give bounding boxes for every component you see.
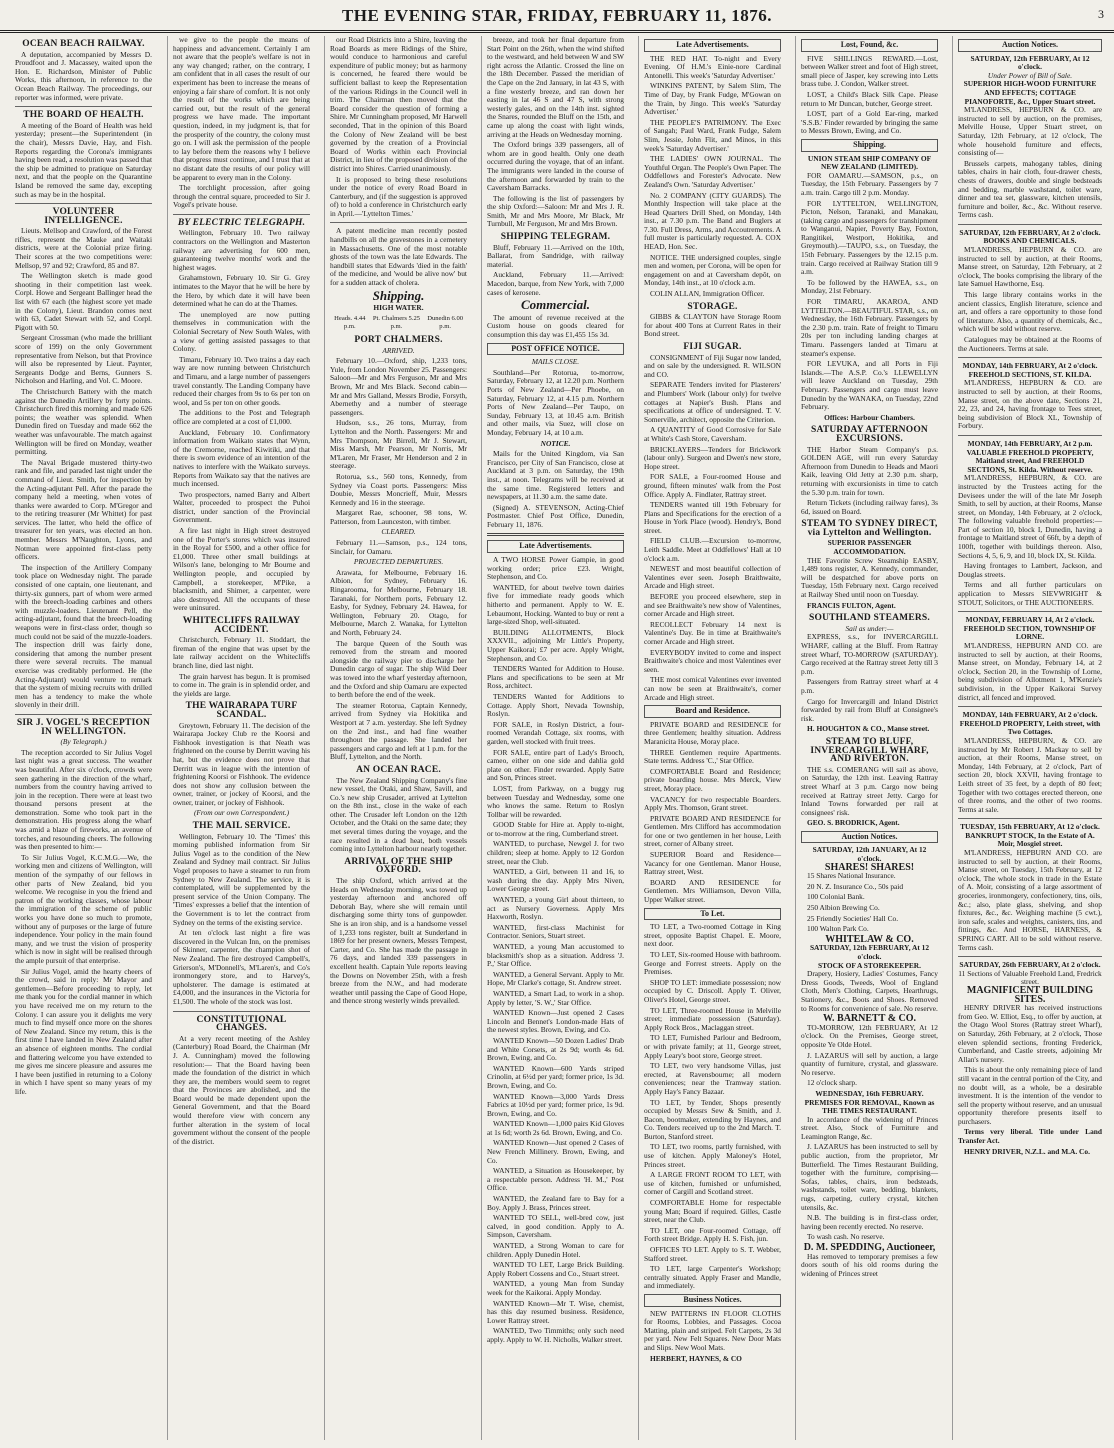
classified-ad: WANTED TO LET, Large Brick Building. Apply Robert Cossens and Co., Stuart street. (487, 1260, 624, 1278)
section-board-residence: Board and Residence. (644, 705, 781, 718)
headline-wairarapa: THE WAIRARAPA TURF SCANDAL. (185, 701, 298, 720)
classified-ad: TENDERS Wanted for Addition to House. Plans and specifications to be seen at Mr Ross, architect. (487, 664, 624, 691)
shipping-entry: Rotorua, s.s., 560 tons, Kennedy, from Sydney via Coast ports. Passengers: Miss Doubie, Messrs Moncrieff, Muir, Messrs Kennedy and 16 in the steerage. (330, 471, 467, 507)
shipping-ad: FOR OAMARU.—SAMSON, p.s., on Tuesday, the 15th February. Passengers by 7 a.m. train. Cargo till 2 p.m. Monday. (801, 170, 938, 197)
classified-ad: NEWEST and most beautiful collection of Valentines ever seen. Joseph Braithwaite, Arcade and High street. (644, 564, 781, 591)
article-text: The torchlight procession, after going through the central square, proceeded to Sir J. Vogel's private house. (173, 183, 310, 210)
article-text: The Naval Brigade mustered thirty-two rank and file, and paraded last night under the command of Lieut. Smith, for inspection by the Acting-adjutant Pell. After the parade the company held a meeting, when votes of thanks were awarded to Corp. M'Gregor and to the retiring treasurer (Mr Whittet) for past services. The latter, who held the office of treasurer for ten years, was elected an hon. member. Messrs M'Naughton, Lyons, and Notman were appointed first-class petty officers. (15, 457, 152, 562)
notice-signature: (Signed) A. STEVENSON, Acting-Chief Postmaster. Chief Post Office, Dunedin, February 11, 1876. (487, 502, 624, 529)
shipping-entry: Margaret Rae, schooner, 98 tons, W. Patterson, from Launceston, with timber. (330, 508, 467, 526)
office-address: Offices: Harbour Chambers. (824, 412, 915, 422)
shipping-entry: Auckland, February 11.—Arrived: Macedon, barque, from New York, with 7,000 cases of kerosene. (487, 270, 624, 297)
classified-ad: BOARD AND RESIDENCE for Gentlemen. Mrs Williamson, Devon Villa, Upper Walker street. (644, 877, 781, 905)
article-text: The steamer Rotorua, Captain Kennedy, arrived from Sydney via Hokitika and Westport at 7 a.m. yesterday. She left Sydney on the 2nd inst., and had fine weather throughout the passage. She landed her passengers and cargo and left at 1 p.m. for the Bluff, Lyttelton, and the North. (330, 700, 467, 762)
share-line: 100 Walton Park Co. (807, 924, 869, 934)
section-auction: Auction Notices. (801, 831, 938, 844)
union-company-title: UNION STEAM SHIP COMPANY OF NEW ZEALAND (LIMITED). (807, 153, 932, 172)
auction-text: J. LAZARUS will sell by auction, a large quantity of furniture, crystal, and glassware. No reserve. (801, 1050, 938, 1077)
article-text: To Sir Julius Vogel, K.C.M.G.—We, the working men and citizens of Wellington, will mention of the sympathy of our fellows in other parts of New Zealand, bid you welcome. We recognise in you the friend and patron of the working classes, whose labour the immigration of the scheme of public works you have done so much to promote, without any of purposes or the large of future independence. Your policy in the main found many, and we trust the vision of prosperity which is now in sight will be realised through the ample pursuit of that enterprise. (15, 852, 152, 965)
classified-ad: WANTED, a young Man accustomed to blacksmith's shop as a situation. Address 'J. P.,' Star Office. (487, 942, 624, 969)
headline-mail-service: THE MAIL SERVICE. (192, 821, 291, 832)
headline-constitutional: CONSTITUTIONAL CHANGES. (196, 1014, 287, 1034)
divider (958, 611, 1102, 612)
classified-ad: TO LET, Six-roomed House with bathroom. George and Forrest streets. Apply on the Premises. (644, 950, 781, 977)
column-6 (795, 36, 943, 1440)
article-text: It is proposed to bring these resolutions under the notice of every Road Board in Canterbury, and (if the suggestion is approved of) to hold a conference in Christchurch early in April.—'Lyttelton Times.' (330, 174, 467, 218)
classified-ad: WANTED, for about twelve town dairies five for immediate ready goods which hitherto and permanent. Apply to W. E. Lebaumont, Hocking. Wanted to buy or rent a large-sized Shop, well-situated. (487, 582, 624, 627)
classified-ad: WANTED, a Strong Woman to care for children. Apply Dunedin Hotel. (487, 1241, 624, 1259)
telegram: The grain harvest has begun. It is promised to come in. The grain is in splendid order, and the yields are large. (173, 671, 310, 698)
classified-ad: No. 2 COMPANY (CITY GUARDS). The Monthly Inspection will take place at the Head Quarters Drill Shed, on Monday, 14th inst., at 7.30 p.m. The Band and Buglers at 7.30. Full Dress, Arms, and Accoutrements. A full muster is particularly requested. A. COX HEAD, Hon. Sec. (644, 190, 781, 252)
subhead-sail: Sail as under:— (845, 623, 894, 633)
shipping-entry: Hudson, s.s., 26 tons, Murray, from Lyttelton and the North. Passengers: Mr and Mrs Thompson, Mr Birrell, Mr J. Stewart, Miss Marsh, Mr Pearson, Mr Norris, Mr M'Laren, Mr Fraser, Mr Henderson and 2 in steerage. (330, 418, 467, 471)
masthead-rule (0, 32, 1114, 33)
classified-ad: WANTED TO SELL, well-bred cow, just calved, in good condition. Apply to A. Simpson, Caversham. (487, 1213, 624, 1240)
auction-date: MONDAY, 14th FEBRUARY, At 2 o'clock. (962, 361, 1098, 371)
tide-table (330, 315, 467, 332)
classified-ad: FIELD CLUB.—Excursion to-morrow, Leith Saddle. Meet at Oddfellows' Hall at 10 o'clock a.m. (644, 536, 781, 563)
headline-excursions: SATURDAY AFTERNOON EXCURSIONS. (810, 425, 928, 444)
auction-text: N.B. The building is in first-class order, having been recently erected. No reserve. (801, 1213, 938, 1231)
auctioneer-whitelaw: WHITELAW & CO. (825, 933, 914, 945)
section-commercial: Commercial. (521, 297, 590, 313)
share-line: 25 Friendly Societies' Hall Co. (807, 913, 899, 923)
divider (487, 533, 624, 536)
classified-ad: WANTED, the Zealand fare to Bay for a Boy. Apply J. Brass, Princes street. (487, 1194, 624, 1212)
ad-signature: COLIN ALLAN, Immigration Officer. (650, 289, 765, 299)
classified-ad: TO LET, a Two-roomed Cottage in King street, opposite Baptist Chapel. E. Moore, next door. (644, 922, 781, 949)
shipping-entry: February 10.—Oxford, ship, 1,233 tons, Yule, from London November 25. Passengers: Saloon—Mr and Mrs Ferguson, Mr and Mrs Brown, Mr and Mrs Black. Second cabin—Mr and Mrs Galland, Messrs Brodie, Forsyth, Abernethy and a number of steerage passengers. (330, 356, 467, 417)
classified-ad: WANTED, first-class Machinist for Contractor. Seniors, Stuart street. (487, 922, 624, 941)
page-number: 3 (1098, 7, 1104, 21)
masthead-title: THE EVENING STAR, FRIDAY, FEBRUARY 11, 1876. (341, 6, 773, 25)
shipping-ad: FOR LEVUKA, and all Ports in Fiji Islands.—The A.S.P. Co.'s LLEWELLYN will leave Auckland on Tuesday, 29th February. Passengers and cargo must leave Dunedin by the WANAKA, on Tuesday, 22nd February. (801, 359, 938, 412)
shipping-ad: FOR LYTTELTON, WELLINGTON, Picton, Nelson, Taranaki, and Manakau, (taking cargo and passengers for transhipment to Wanganui, Napier, Poverty Bay, Foxton, Rangitikei, Westport, Hokitika, and Greymouth).—TAUPO, s.s., on Tuesday, the 15th February. Passengers by the 12.15 p.m. train. Cargo received at Railway Station till 9 a.m. (801, 198, 938, 277)
columns (10, 36, 1106, 1440)
classified-ad: THE most comical Valentines ever invented can now be seen at Braithwaite's, corner Arcade and High street. (644, 675, 781, 702)
column-1 (10, 36, 157, 1440)
auction-text: This is about the only remaining piece of land still vacant in the central portion of the City, and no doubt will, as a whole, be a desirable investment. It is the intention of the vendor to sell the property without reserve, and an unusual opportunity therefore presents itself to purchasers. (958, 1065, 1102, 1126)
ad-signature: FRANCIS FULTON, Agent. (807, 600, 896, 610)
telegram: Grahamstown, February 10. Sir G. Grey intimates to the Mayor that he will be here by the Hero, by which date it will have been determined what he can do at the Thames. (173, 273, 310, 309)
divider (15, 714, 152, 715)
headline-vogel-reception: SIR J. VOGEL'S RECEPTION IN WELLINGTON. (16, 717, 151, 737)
notice-text: Southland—Per Rotorua, to-morrow, Saturday, February 12, at 12.20 p.m. Northern Ports of New Zealand—Per Phoebe, on Saturday, February 12, at 4.15 p.m. Northern Ports of New Zealand—Per Taupo, on Sunday, February 13, at 10.45 a.m. British and other mails, via Suez, will close on Monday, February 14, at 10 a.m. (487, 367, 624, 437)
column-5 (638, 36, 786, 1440)
article-text: The New Zealand Shipping Company's fine new vessel, the Otaki, and Shaw, Savill, and Co.'s new ship Crusader, arrived at Lyttelton on the 8th inst., close in the wake of each other. The Crusader left London on the 12th October, and the Otaki on the same date; they met several times during the voyage, and the race resulted in a dead heat, both vessels coming into Lyttelton harbour nearly together. (330, 775, 467, 854)
classified-ad: THE LADIES' OWN JOURNAL. The Youthful Organ. The People's Own Paper. The Oddfellows and Forester's Advocate. New Zealand's Own. 'Saturday Advertiser.' (644, 154, 781, 189)
classified-ad: BEFORE you proceed elsewhere, step in and see Braithwaite's new show of Valentines, corner Arcade and High street. (644, 592, 781, 619)
classified-ad: A LARGE FRONT ROOM TO LET, with use of kitchen, furnished or unfurnished, corner of Cargill and Scotland street. (644, 1170, 781, 1197)
classified-ad: BRICKLAYERS—Tenders for Brickwork (labour only). Surgeon and Dwen's new store, Hope street. (644, 444, 781, 471)
classified-ad: VACANCY for two respectable Boarders. Apply Mrs. Thomson, Grant street. (644, 794, 781, 813)
auction-date: SATURDAY, 12th FEBRUARY, At 2 o'clock. (959, 227, 1101, 237)
divider (330, 222, 467, 223)
classified-ad: TO LET, two rooms, partly furnished, with use of kitchen. Apply Maloney's Hotel, Princes street. (644, 1142, 781, 1169)
auction-text: Terms and all further particulars on application to Messrs SIEVWRIGHT & STOUT, Solicitors, or THE AUCTIONEERS. (958, 580, 1102, 607)
auction-date: TUESDAY, 15th FEBRUARY, At 12 o'clock. (960, 822, 1100, 832)
classified-ad: WANTED, a Smart Lad, to work in a shop. Apply by letter, 'S. W.,' Star Office. (487, 988, 624, 1007)
auction-title: MAGNIFICENT BUILDING SITES. (966, 984, 1094, 1005)
column-4 (481, 36, 629, 1440)
auction-title: BANKRUPT STOCK, In the Estate of A. Moir, Mosgiel street. (965, 830, 1095, 849)
auction-text: To wash cash. No reserve. (807, 1232, 885, 1242)
article-text: breeze, and took her final departure from Start Point on the 26th, when the wind shifted to the westward, and held between W and SW right across the Atlantic. Crossed the line on the 18th December. Passed the meridian of the Cape on the 2nd January, in lat 43 S, with a fine westerly breeze, and ran down her easting in lat 46 S and 47 S, with strong westerly gales, and on the 14th inst. sighted the Snares, rounded the Bluff on the 15th, and came up along the coast with light winds, arriving at the Heads on Wednesday morning. (487, 36, 624, 139)
classified-ad: FOR SALE, entire part of Lady's Brooch, cameo, either on one side and dahlia gold plate on other. Finder rewarded. Apply Satre and Son, Princes street. (487, 747, 624, 783)
auction-text: M'LANDRESS, HEPBURN, & CO. are instructed by Mr Robert J. Mackay to sell by auction, at their Rooms, Manse street, on Monday, 14th February, at 2 o'clock, Part of section 20, block XXVII, having frontage to Leith street of 35 feet, by a depth of 80 feet; Together with two cottages erected thereon, one of three rooms, and the other of two rooms. Terms at sale. (958, 735, 1102, 814)
article-text: A deputation, accompanied by Messrs D. Proudfoot and J. Macassey, waited upon the Hon. E. Richardson, Minister of Public Works, this afternoon, in reference to the Ocean Beach Railway. The proceedings, our reporter was informed, were private. (15, 49, 152, 102)
auction-text: M'LANDRESS, HEPBURN & CO. are instructed to sell by auction, at their Rooms, Manse street, on Saturday, 12th February, at 2 o'clock, The books comprising the library of the late Samuel Hawthorne, Esq. (958, 245, 1102, 289)
shipping-entry: February 11.—Samson, p.s., 124 tons, Sinclair, for Oamaru. (330, 538, 467, 556)
share-line: 100 Colonial Bank. (807, 892, 865, 902)
auction-title: STOCK OF A STOREKEEPER. (818, 960, 921, 970)
auction-title: PREMISES FOR REMOVAL, Known as THE TIMES RESTAURANT. (804, 1097, 935, 1116)
subhead-departures: PROJECTED DEPARTURES. (353, 557, 444, 567)
ad-signature: H. HOUGHTON & CO., Manse street. (807, 724, 930, 734)
article-text: The inspection of the Artillery Company took place on Wednesday night. The parade consisted of one captain, one lieutenant, and thirty-six gunners, part of whom were armed with the breech-loading carbines and others with muzzle-loaders. Lieutenant Pell, the acting-adjutant, found that the breech-loading weapons were in first-class order, though so much could not be said of the muzzle-loaders. The inspection drill was fairly done, considering that among the number present there were several recruits. The manual exercise was creditably performed. He (the Acting-Adjutant) would venture to remark that the system of mixing recruits with drilled men has a tendency to make the whole slovenly in their drill. (15, 562, 152, 710)
classified-ad: RECOLLECT February 14 next is Valentine's Day. Be in time at Braithwaite's corner Arcade and High street. (644, 619, 781, 646)
auction-date: SATURDAY, 12th FEBRUARY, At 12 o'clock. (970, 53, 1090, 72)
ads-list (487, 556, 624, 1344)
article-text: The following is the list of passengers by the ship Oxford:—Saloon: Mr and Mrs J. R. Smith, Mr and Mrs Moore, Mr Black, Mr Turnbull, Mr Ferguson, Mr and Mrs Brown. (487, 193, 624, 229)
article-text: Sergeant Crossman (who made the brilliant score of 199) on the only Government representative from Nelson, but that Province will also be represented by Lieut. Paynter, Sergeants Dodge and Berns, Gunners S. Nicholson and Harling, and Vol. C. Moore. (15, 333, 152, 386)
headline-whitecliffs: WHITECLIFFS RAILWAY ACCIDENT. (182, 616, 301, 635)
column-3 (324, 36, 472, 1440)
classified-ad: WANTED Known—50 Dozen Ladies' Drab and White Corsets, at 2s 9d; worth 4s 6d. Brown, Ewing, and Co. (487, 1035, 624, 1063)
section-late-ads: Late Advertisements. (487, 540, 624, 553)
auction-date: MONDAY, FEBRUARY 14, At 2 o'clock. (965, 615, 1095, 625)
headline-port-chalmers: PORT CHALMERS. (354, 335, 443, 345)
auction-text: 12 o'clock sharp. (807, 1078, 857, 1088)
telegram: Greytown, February 11. The decision of the Wairarapa Jockey Club re the Koorsi and Fishhook investigation is that Neath was frightened on the course by Derritt waving his hat, but the evidence does not prove that Derritt was in league with the intention of frightening Koorsi or Fishhook. The evidence does not show any collusion between the owner, trainer, or jockey of Koorsi, and the owner, trainer, or jockey of Fishhook. (173, 720, 310, 807)
section-shipping: Shipping. (372, 287, 425, 303)
headline-steam-sydney: STEAM TO SYDNEY DIRECT, via Lyttelton and Wellington. (801, 519, 938, 538)
classified-ad: LOST, a Child's Black Silk Cape. Please return to Mr Duncan, butcher, George street. (801, 89, 938, 108)
classified-ad: BUILDING ALLOTMENTS, Block XXXVII., adjoining Mr Little's Property, Upper Kaikorai; £7 per acre. Apply Wright, Stephenson, and Co. (487, 627, 624, 663)
classified-ad: WANTED, a Girl, between 11 and 16, to wash during the day. Apply Mrs Niven, Lower George street. (487, 867, 624, 894)
auction-text: Has removed to temporary premises a few doors south of his old rooms during the widening of Princes street (801, 1251, 938, 1278)
classified-ad: A TWO HORSE Power Gampie, in good working order; price £23. Wright, Stephenson, and Co. (487, 555, 624, 582)
classified-ad: WANTED, a Situation as Housekeeper, by a respectable person. Address 'H. M.,' Post Office. (487, 1166, 624, 1193)
classified-ad: WANTED, Two Timmiths; only such need apply. Apply to W. H. Nicholls, Walker street. (487, 1326, 624, 1344)
headline-board-of-health: THE BOARD OF HEALTH. (23, 110, 144, 121)
telegram: Wellington, February 10. The 'Times' this morning published information from Sir Julius Vogel as to the condition of the New Zealand and Sydney mail contract. Sir Julius Vogel proposes to have a steamer to run from Sydney to New Zealand. The service, it is contemplated, will be supplemented by the present service of the Union Company. The 'Times' expresses a belief that the intention of the Government is to let the contract from Sydney on the terms of the existing service. (173, 831, 310, 927)
auction-text: Drapery, Hosiery, Ladies' Costumes, Fancy Dress Goods, Tweeds, Wool of England Cloth, Men's Clothing, Carpets, Hearthrugs, Stationery, &c., Boots and Shoes. Removed to Rooms for convenience of sale. No reserve. (801, 969, 938, 1013)
divider (15, 106, 152, 107)
article-text: A patent medicine man recently posted handbills on all the gravestones in a cemetery in Massachusetts. One of the most notable ghosts of the town was the late Edwards. The handbill states that Edwards 'died in the faith' of the medicine, and 'would be alive now' but for a sudden attack of cholera. (330, 226, 467, 288)
classified-ad: FOR SALE, a Four-roomed House and ground, fifteen minutes' walk from the Post Office. Apply A. Findlater, Rattray street. (644, 472, 781, 499)
classified-ad: WANTED, a young Girl about thirteen, to act as Nursery Governess. Apply Mrs Haxworth, Roslyn. (487, 895, 624, 922)
classified-ad: TENDERS wanted till 19th February for Plans and Specifications for the erection of a House in York Place (wood). Hendry's, Bond street. (644, 500, 781, 535)
tide-heads: Heads. 4.44 p.m. (334, 314, 366, 331)
auction-title: BOOKS AND CHEMICALS. (983, 236, 1077, 246)
share-line: 15 Shares National Insurance. (807, 871, 896, 881)
shipping-ad: FOR TIMARU, AKAROA, AND LYTTELTON.—BEAUTIFUL STAR, s.s., on Wednesday, the 16th February. Passengers by the 2.30 p.m. train. Rate of freight to Timaru 20s per ton including landing charges at Timaru. Passengers landed at Timaru at steamer's expense. (801, 297, 938, 358)
headline-southland: SOUTHLAND STEAMERS. (809, 613, 930, 624)
classified-ad: GIBBS & CLAYTON have Storage Room for about 400 Tons at Current Rates in their Bond street. (644, 312, 781, 339)
classified-ad: SHOP TO LET: immediate possession; now occupied by C. Driscoll. Apply T. Oliver, Oliver's Hotel, George street. (644, 977, 781, 1004)
shipping-ad: Cargo for Invercargill and Inland District forwarded by rail from Bluff at Consignee's risk. (801, 696, 938, 723)
headline-electric-telegraph: BY ELECTRIC TELEGRAPH. (177, 217, 306, 228)
auction-text: This large library contains works in the ancient classics, English literature, science and art, and offers a rare opportunity to those fond of literature. Also, a quantity of chemicals, &c., which will be sold without reserve. (958, 290, 1102, 334)
article-text: Sir Julius Vogel, amid the hearty cheers of the crowd, said in reply: Mr Mayor and gentlemen—Before proceeding to reply, let me thank you for the cordial manner in which you have received me on my return to the Colony. I can assure you it delights me very much to find myself once more on the shores of New Zealand. Since my return, this is the first time I have landed in New Zealand after an absence of eighteen months. The cordial and flattering welcome you have extended to me gives me sincere pleasure and assures me I have been justified in returning to a Colony in which I have spent so many years of my life. (15, 966, 152, 1096)
share-line: 20 N. Z. Insurance Co., 50s paid (807, 881, 904, 891)
headline-volunteer: VOLUNTEER INTELLIGENCE. (44, 207, 123, 226)
share-line: 250 Albion Brewing Co. (807, 903, 880, 913)
article-text: The amount of revenue received at the Custom house on goods cleared for consumption this day was £1,455 15s 3d. (487, 312, 624, 339)
classified-ad: TO LET, Furnished Parlour and Bedroom, or with private family; at 11, George street, Apply Leary's boot store, George street. (644, 1033, 781, 1060)
classified-ad: SUPERIOR Board and Residence—Vacancy for one Gentleman. Manor House, Rattray street, West. (644, 850, 781, 877)
shipping-ad: EXPRESS, s.s., for INVERCARGILL WHARF, calling at the Bluff. From Rattray street Wharf, TO-MORROW (SATURDAY). Cargo received at the Rattray street Jetty till 3 p.m. (801, 632, 938, 676)
auction-text: In accordance of the widening of Princes street. Also, Stock of Furniture and Leamington Range, &c. (801, 1114, 938, 1141)
tide-port-chalmers: Pt. Chalmers 5.25 p.m. (372, 314, 421, 331)
headline-storage: STORAGE. (687, 301, 738, 312)
auctioneer-barnett: W. BARNETT & CO. (822, 1013, 917, 1025)
headline-ship-oxford: ARRIVAL OF THE SHIP OXFORD. (344, 856, 453, 876)
auction-title: FREEHOLD PROPERTY, Leith street, with Two Cottages. (959, 718, 1101, 737)
shipping-entry: Arawata, for Melbourne, February 16. Albion, for Sydney, February 16. Ringarooma, for Melbourne, February 18. Taranaki, for Northern ports, February 12. Easby, for Sydney, February 24. Hawea, for Wellington, February 20. Otago, for Melbourne, March 2. Wanaka, for Lyttelton and North, February 24. (330, 567, 467, 637)
shipping-ad: THE Favorite Screw Steamship EASBY, 1,489 tons register, A. Kennedy, commander, will be despatched for above ports on Tuesday, 15th February next. Cargo received at Railway Shed until noon on Tuesday. (801, 555, 938, 600)
auction-text: Brussels carpets, mahogany tables, dining tables, chairs in hair cloth, four-drawer chests, chests of drawers, double and single bedsteads and bedding, marble washstand, toilet ware, dinner and tea set, glassware, kitchen utensils, furniture and boiler, &c., &c. Without reserve. Terms cash. (958, 158, 1102, 220)
section-late-ads: Late Advertisements. (644, 39, 781, 52)
auction-text: M'LANDRESS, HEPBURN AND CO. are instructed to sell by auction, at their Rooms, Manse street, on Tuesday, 15th February, at 12 o'clock, The whole stock in trade in the Estate of A. Moir, consisting of a large assortment of groceries, ironmongery, confectionery, tins, oils, &c.; also, plate glass, shelving, and shop fixtures, &c., &c. Weighing machine (5 cwt.), iron safe, scales and weights, canisters, tins, and fittings, &c. And HORSE, HARNESS, & SPRING CART. All to be sold without reserve. Terms cash. (958, 848, 1102, 952)
classified-ad: FOR SALE, in Roslyn District, a four-roomed Verandah Cottage, six rooms, with garden, well stocked with fruit trees. (487, 719, 624, 746)
classified-ad: TO LET, by Tender, Shops presently occupied by Messrs Sew & Smith, and J. Bacon, bootmaker, extending by Haynes, and Co. Tenders received up to the 2nd March. T. Burton, Stanford street. (644, 1097, 781, 1141)
divider (958, 224, 1102, 225)
section-to-let: To Let. (644, 908, 781, 921)
column-7 (952, 36, 1107, 1440)
tide-dunedin: Dunedin 6.00 p.m. (427, 314, 464, 331)
classified-ad: WANTED Known—Just opened 2 Cases of New French Millinery. Brown, Ewing, and Co. (487, 1138, 624, 1165)
auction-text: M'LANDRESS, HEPBURN AND CO. are instructed to sell by auction, at their Rooms, Manse street, on Monday, February 14, at 2 o'clock, Section 20, in the Township of Lorne, being subdivision of Allotment 1, M'Kenzie's subdivision, in the Upper Kaikorai Survey district, all fenced and improved. (958, 641, 1102, 702)
classified-ad: PRIVATE BOARD and RESIDENCE for three Gentlemen; healthy situation. Address Maranicita House, Moray place. (644, 719, 781, 746)
auction-text: HENRY DRIVER has received instructions from Geo. W. Elliot, Esq., to offer by auction, at the Otago Wool Stores (Rattray street Wharf), on Saturday, 26th February, at 2 o'clock, Those eleven splendid sections, fronting Frederick, Cumberland, and Castle streets, adjoining Mr Allan's nursery. (958, 1003, 1102, 1064)
telegram: Two prospectors, named Barry and Albert Walter, proceeded to prospect the Puhoi district, under sanction of the Provincial Government. (173, 489, 310, 525)
classified-ad: NEW PATTERNS IN FLOOR CLOTHS for Rooms, Lobbies, and Passages. Cocoa Matting, plain and striped. Felt Carpets, 2s 3d per yard. New Felt Squares. New Door Mats and Slips. New Wool Mats. (644, 1308, 781, 1352)
divider (173, 1011, 310, 1012)
divider (173, 214, 310, 215)
divider (958, 818, 1102, 819)
subhead-mails-close: MAILS CLOSE. (531, 357, 580, 367)
classified-ad: THE RED HAT. To-night and Every Evening. Of H.M.'s Einie-nore Cardinal Antonelli. This week's 'Saturday Advertiser.' (644, 53, 781, 80)
column-2 (167, 36, 315, 1440)
divider (958, 706, 1102, 707)
masthead (0, 0, 1114, 31)
headline-ocean-beach: OCEAN BEACH RAILWAY. (22, 39, 145, 49)
classified-ad: WINKINS PATENT, by Salem Slim, The Time of Day, by Frank Fudge, M'Gowan on the Train, by Jingo. This week's 'Saturday Advertiser.' (644, 81, 781, 117)
telegram: Christchurch, February 11. Stoddart, the fireman of the engine that was upset by the late railway accident on the Whitecliffs branch line, died last night. (173, 635, 310, 670)
subhead-arrived: ARRIVED. (382, 345, 415, 355)
classified-ad: THE PEOPLE'S PATRIMONY. The Exec of Sangah; Paul Ward, Frank Fudge, Salem Slim, Jessie, John Flit, and Minos, in this week's 'Saturday Advertiser.' (644, 117, 781, 153)
divider (958, 357, 1102, 358)
classified-ad: A QUANTITY of Good Corrosive for Sale at White's Cash Store, Caversham. (644, 425, 781, 443)
headline-fiji-sugar: FIJI SUGAR. (683, 342, 742, 352)
auction-date: SATURDAY, 12th JANUARY, At 12 o'clock. (812, 845, 927, 864)
auction-title: SUPERIOR HIGH-WOOD FURNITURE AND EFFECTS; COTTAGE PIANOFORTE, &c., Upper Stuart street. (963, 79, 1097, 106)
auction-date: MONDAY, 14th FEBRUARY, At 2 o'clock. (962, 710, 1098, 720)
classified-ad: TENDERS Wanted for Additions to Cottage. Apply Short, Nevada Township, Roslyn. (487, 691, 624, 719)
section-auction: Auction Notices. (958, 39, 1102, 52)
shipping-ad: Passengers from Rattray street wharf at 4 p.m. (801, 677, 938, 695)
telegram: Wellington, February 10. Two railway contractors on the Wellington and Masterton railway are advertising for 600 men, guaranteeing twelve months' work and the highest wages. (173, 228, 310, 272)
auction-subtitle: Under Power of Bill of Sale. (987, 70, 1073, 80)
article-text: The barque Queen of the South was removed from the stream and moored alongside the railway pier to discharge her Dunedin cargo of sugar. The ship Wild Deer was towed into the wharf yesterday afternoon, and the Oxford and ship Oamaru are expected to berth before the end of the week. (330, 638, 467, 700)
classified-ad: GOOD Stable for Hire at. Apply to-night, or to-morrow at the ring, Cumberland street. (487, 820, 624, 838)
auction-text: Catalogues may be obtained at the Rooms of the Auctioneers. Terms at sale. (958, 335, 1102, 353)
classified-ad: FIVE SHILLINGS REWARD.—Lost, between Walker street and foot of High street, small piece of Jasper, key screwing into Letts brass tube. J. Condon, Walker street. (801, 53, 938, 89)
classified-ad: WANTED Known—1,000 pairs Kid Gloves at 1s 6d; worth 2s 6d. Brown, Ewing, and Co. (487, 1119, 624, 1137)
shipping-ad: THE s.s. COMERANG will sail as above, on Saturday, the 12th inst. Leaving Rattray street Wharf at 3 p.m. Cargo now being received at Rattray street Jetty. Cargo for Inland Towns forwarded per rail at consignees' risk. (801, 764, 938, 817)
article-text: Lieuts. Mellsop and Crawford, of the Forest rifles, represent the Mauke and Waitaki districts, were at the Colonial prize firing. Their scores at the two competitions were: Mellsop, 97 and 92; Crawford, 85 and 87. (15, 226, 152, 270)
subhead-accommodation: SUPERIOR PASSENGER ACCOMMODATION. (827, 538, 912, 557)
auction-text: J. LAZARUS has been instructed to sell by public auction, from the proprietor, Mr Butterfield. The Times Restaurant Building, together with the furniture, comprising—Sofas, tables, chairs, iron bedsteads, washstands, toilet ware, bedding, blankets, rugs, carpeting, cutlery crystal, kitchen utensils, &c. (801, 1142, 938, 1212)
shipping-entry: Bluff, February 11.—Arrived on the 10th, Ballarat, from Sandridge, with railway material. (487, 242, 624, 269)
telegram: A fire last night in High street destroyed one of the Porter's stores which was insured in the Royal for £500, and a other office for £1,000. Three other small buildings at Wilson's lane, belonging to Mr Bourne and Wellington people, and occupied by Campbell, a storekeeper, M'Pike, a blacksmith, and Shimer, a carpenter, were also destroyed. All the occupants of these were uninsured. (173, 526, 310, 613)
classified-ad: WANTED, to purchase, Newgel J. for two children; sleep at home. Apply to 12 Gordon street, near the Club. (487, 839, 624, 866)
classified-ad: EVERYBODY invited to come and inspect Braithwaite's choice and most Valentines ever seen. (644, 647, 781, 674)
classified-ad: NOTICE. THE undersigned couples, single men and women, per Corona, will be open for engagement on and at Caversham depôt, on Monday, 14th inst., at 10 o'clock a.m. (644, 252, 781, 288)
post-office-notice: POST OFFICE NOTICE. (487, 343, 624, 356)
classified-ad: COMFORTABLE Board and Residence; private boarding house. Mrs Merck, View street, Moray place. (644, 766, 781, 793)
telegram: Timaru, February 10. Two trains a day each way are now running between Christchurch and Timaru, and a large number of passengers travel constantly. The Landing Company have reduced their charges from 9s to 6s per ton on wool, and 5s per ton on other goods. (173, 354, 310, 407)
ad-signature: HERBERT, HAYNES, & CO (650, 1353, 742, 1363)
subhead-notice: NOTICE. (540, 438, 571, 448)
article-text: The Christchurch Battery with the match against the Dunedin Artillery by forty points. Christchurch fired this morning and made 626 points; the weather was splendid. When Dunedin fired on Tuesday and made 662 the weather was unfavourable. The match against Wellington will be fired on Monday, weather permitting. (15, 386, 152, 457)
auction-date: SATURDAY, 12th FEBRUARY, At 12 o'clock. (809, 943, 930, 961)
divider (15, 203, 152, 204)
headline-steam-bluff: STEAM TO BLUFF, INVERCARGILL WHARF, AND RIVERTON. (810, 736, 929, 765)
auction-text: Terms very liberal. Title under Land Transfer Act. (958, 1127, 1102, 1146)
article-text: The ship Oxford, which arrived at the Heads on Wednesday morning, was towed up yesterday afternoon and anchored off Deborah Bay, where she will remain until discharging some thirty tons of gunpowder. She is an iron ship, and is a handsome vessel of 1,233 tons register, built at Sunderland in 1869 for her present owners, Messrs Tempest, Carter, and Co. She has made the passage in 76 days, and landed 339 passengers in excellent health. Captain Yule reports leaving the Downs on November 25th, with a fresh breeze from the N.W., and had moderate weather until passing the Cape of Good Hope, and thence strong westerly winds prevailed. (330, 876, 467, 1006)
classified-ad: TO LET, Three-roomed House in Melville street; immediate possession (Saturday). Apply Rock Bros., Maclaggan street. (644, 1005, 781, 1032)
auction-title: FREEHOLD SECTIONS, ST. KILDA. (968, 369, 1092, 379)
classified-ad: PRIVATE BOARD AND RESIDENCE for Gentlemen. Mrs Clifford has accommodation for one or two gentlemen in her house, Leith street, corner of Albany street. (644, 813, 781, 849)
article-text: The Oxford brings 339 passengers, all of whom are in good health. Only one death occurred during the voyage, that of an infant. The immigrants were landed in the course of the afternoon and forwarded by train to the Caversham Barracks. (487, 140, 624, 193)
classified-ad: TO LET, two very handsome Villas, just erected, at Ravensbourne; all modern conveniences; near the Tramway station. Apply Hay's Fancy Bazaar. (644, 1061, 781, 1096)
auctioneer-spedding: D. M. SPEDDING, Auctioneer, (803, 1242, 936, 1253)
divider (958, 435, 1102, 436)
article-text: we give to the people the means of happiness and advancement. Certainly I am not aware that the people's welfare is not in any way changed; rather, on the contrary, I am confident that in all cases the result of our experiment has been to increase the means of enjoying a fair share of comfort. It is not only the result of the works which are being carried out, but the result of the general progress we have made. The important question, indeed, in my judgment is, that for the prosperity of the country, the colony must go on. I will ask the permission of the people to lay before them the reasons why I believe that progress must continue, and I trust that at no distant date the results of our policy will be apparent to every man in the Colony. (173, 36, 310, 182)
auction-title: VALUABLE FREEHOLD PROPERTY, Maitland street, And FREEHOLD SECTIONS, St. Kilda. Without reserve. (966, 447, 1094, 474)
classified-ad: WANTED Known—Just opened 2 Cases Lincoln and Bennet's London-made Hats of the newest styles. Brown, Ewing, and Co. (487, 1008, 624, 1035)
auction-text: M'LANDRESS, HEPBURN & CO. are instructed to sell by auction, at their Rooms, Manse street, on the above date, Sections 21, 22, 23, and 24, having frontage to Tees street, being subdivision of Block XL, Township of Forbury. (958, 378, 1102, 431)
telegram: Auckland, February 10. Confirmatory information from Waikato states that Wynn, of the Cremorne, reached Kiwitiki, and that there is sworn evidence of an intention of the natives to interfere with the Waikato surveys. Reports from Waikato say that the natives are much incensed. (173, 427, 310, 489)
classified-ad: TO LET, one Four-roomed Cottage, off Forth street Bridge. Apply H. S. Fish, jun. (644, 1225, 781, 1244)
ad-signature: GEO. S. BRODRICK, Agent. (807, 818, 900, 828)
section-lost-found: Lost, Found, &c. (801, 39, 938, 52)
auction-date: WEDNESDAY, 16th FEBRUARY. (815, 1088, 924, 1098)
byline: (From our own Correspondent.) (193, 808, 290, 818)
auction-date: MONDAY, 14th FEBRUARY, At 2 p.m. (967, 438, 1093, 448)
shipping-ad: Return Tickets (including railway fares), 3s 6d, issued on Board. (801, 498, 938, 516)
classified-ad: COMFORTABLE Home for respectable young Man; Board if required. Gilles, Castle street, near the Club. (644, 1198, 781, 1225)
classified-ad: WANTED, a General Servant. Apply to Mr. Hope, Mr Clarke's cottage, St. Andrew street. (487, 969, 624, 988)
shipping-ad: To be followed by the HAWEA, s.s., on Monday, 21st February. (801, 277, 938, 296)
auction-title: SHARES! SHARES! (824, 861, 915, 873)
classified-ad: OFFICES TO LET. Apply to S. T. Webber, Stafford street. (644, 1245, 781, 1263)
article-text: The Wellington sketch is made good shooting in their competition last week. Corpl. Howe and Sergeant Ballinger head the list with 67 each (the highest score yet made in the Colony), Lieut. Brandon comes next with 63, Cadet Stewart with 52, and Corpl. Pigott with 50. (15, 271, 152, 332)
classified-ad: LOST, part of a Gold Ear-ring, marked 'S.S.B.' Finder rewarded by bringing the same to Messrs Brown, Ewing, and Co. (801, 109, 938, 136)
classified-ad: WANTED, a young Man from Sunday week for the Kaikorai. Apply Monday. (487, 1279, 624, 1297)
auction-text: TO-MORROW, 12th FEBRUARY, At 12 o'clock. On the Premises, George street, opposite Ye Olde Hotel. (801, 1022, 938, 1049)
auction-title: FREEHOLD SECTION, TOWNSHIP OF LORNE. (963, 623, 1097, 642)
auction-date: SATURDAY, 26th FEBRUARY, At 2 o'clock. (959, 960, 1101, 970)
classified-ad: CONSIGNMENT of Fiji Sugar now landed, and on sale by the undersigned. R. WILSON and CO. (644, 352, 781, 379)
classified-ad: WANTED Known—3,000 Yards Dress Fabrics at 10½d per yard; former price, 1s 9d. Brown, Ewing, and Co. (487, 1091, 624, 1118)
telegram: At ten o'clock last night a fire was discovered in the Vulcan Inn, on the premises of Skinner, carpenter, the champion shot of New Zealand. The fire destroyed Campbell's, Grierson's, M'Donnell's, M'Laren's, and Co's ironmongery store, and to Harvey's, upholsterer. The damage is estimated at £4,000, and the insurances in the Victoria for £1,500. The whole of the stock was lost. (173, 928, 310, 1006)
classified-ad: WANTED Known—600 Yards striped Crinolin, at 6½d per yard; former price, 1s 3d. Brown, Ewing, and Co. (487, 1063, 624, 1090)
classified-ad: LOST, from Parkway, on a buggy rug between Tuesday and Wednesday, some one who knows the same. Return to Roslyn Tollbar will be rewarded. (487, 783, 624, 819)
ad-signature: HENRY DRIVER, N.Z.L. and M.A. Co. (964, 1146, 1090, 1156)
auction-text: Having frontages to Lambert, Jackson, and Douglas streets. (958, 561, 1102, 579)
classified-ad: TO LET, large Carpenter's Workshop; centrally situated. Apply Fraser and Mandle, and immediately. (644, 1264, 781, 1291)
divider (958, 956, 1102, 957)
notice-text: Mails for the United Kingdom, via San Francisco, per City of San Francisco, close at Auckland at 3 p.m. on Saturday, the 19th inst., at noon. Telegrams will be received at the same time. Registered letters and newspapers, at 11.30 a.m. the same date. (487, 449, 624, 502)
section-business: Business Notices. (644, 1294, 781, 1307)
article-text: A meeting of the Board of Health was held yesterday; present—the Superintendent (in the chair), Messrs Davie, Hay, and Fish. Reports regarding the Corona's immigrants having been read, a resolution was passed that the ship be admitted to pratique on Saturday next, and that the people on the Quarantine Island be removed the same day, excepting such as may be in the hospital. (15, 120, 152, 199)
telegram: The unemployed are now putting themselves in communication with the Colonial Secretary of New South Wales, with a view of getting assisted passages to that Colony. (173, 309, 310, 354)
byline: (By Telegraph.) (60, 737, 107, 747)
article-text: our Road Districts into a Shire, leaving the Road Boards as mere Ridings of the Shire, would conduce to harmonious and careful expenditure of public money; but as harmony is concerned, he feared there would be sufficient ballast to keep the Representation of the various Ridings in the Council well in trim. The Chairman then moved that the Board consider the question of forming a Shire. Mr Cunningham proposed, Mr Harwell seconded, That in the opinion of this Board the Colony of New Zealand will be best governed by the creation of a Provincial Board of Works within each Provincial District, in lieu of the proposed division of the district into Shires. Carried unanimously. (330, 36, 467, 173)
section-shipping: Shipping. (801, 139, 938, 152)
auction-text: M'LANDRESS, HEPBURN, & CO. are instructed by the Trustees acting for the Devisees under the will of the late Mr Joseph Smith, to sell by auction, at their Rooms, Manse street, on Monday, 14th February, at 2 o'clock, The following valuable freehold properties:— Part of section 10, block I, Dunedin, having a frontage to Maitland street of 66ft, by a depth of 100ft, together with buildings thereon. Also, Sections 4, 5, 6, 9, and 10, block IX, St. Kilda. (958, 473, 1102, 560)
tide-heading: HIGH WATER. (373, 303, 424, 313)
subhead-cleared: CLEARED. (381, 527, 416, 537)
auction-text: M'LANDRESS, HEPBURN & CO. are instructed to sell by auction, on the premises, Melville House, Upper Stuart street, on Saturday, 12th February, at 12 o'clock, The whole household furniture and effects, consisting of— (958, 105, 1102, 158)
headline-ocean-race: AN OCEAN RACE. (356, 764, 441, 775)
headline-shipping-telegram: SHIPPING TELEGRAM. (500, 232, 611, 243)
telegram: The additions to the Post and Telegraph office are completed at a cost of £1,000. (173, 408, 310, 426)
classified-ad: SEPARATE Tenders invited for Plasterers' and Plumbers' Work (labour only) for twelve cottages at Napier's Bush. Plans and specifications at office of undersigned. T. V. Somerville, architect, opposite the Criterion. (644, 380, 781, 424)
auction-subtitle: 11 Sections of Valuable Freehold Land, Fredrick street. (958, 968, 1102, 987)
article-text: The reception accorded to Sir Julius Vogel last night was a great success. The weather was beautiful. After six o'clock, crowds were seen gathering in the direction of the wharf, numbers from the country having arrived to join in the reception. There were at least two thousand persons present at the demonstration. Some who took part in the demonstration. His progress along the wharf was amid a blaze of fireworks, an avenue of torches, and resounding cheers. The following was then presented to him:— (15, 747, 152, 852)
shipping-ad: THE Harbor Steam Company's p.s. GOLDEN AGE, will run every Saturday Afternoon from Dunedin to Heads and Maori Kaik, leaving Old Jetty at 2.30 p.m. sharp, returning with excursionists in time to catch the 5.30 p.m. train for town. (801, 444, 938, 497)
article-text: At a very recent meeting of the Ashley (Canterbury) Road Board, the Chairman (Mr J. A. Cunningham) moved the following resolution:— That the Board having been made the foundation of the district in which they are, the members would seem to regret that the Provinces are abolished, and the Board would be made dependent upon the General Government, and that the Board would therefore view with concern any further alteration in the system of local government without the consent of the people of the district. (173, 1033, 310, 1146)
classified-ad: WANTED Known—Mr T. Wise, chemist, has this day resumed business. Residence, Lower Rattray street. (487, 1298, 624, 1325)
classified-ad: THREE Gentlemen require Apartments. State terms. Address 'C.,' Star Office. (644, 747, 781, 766)
